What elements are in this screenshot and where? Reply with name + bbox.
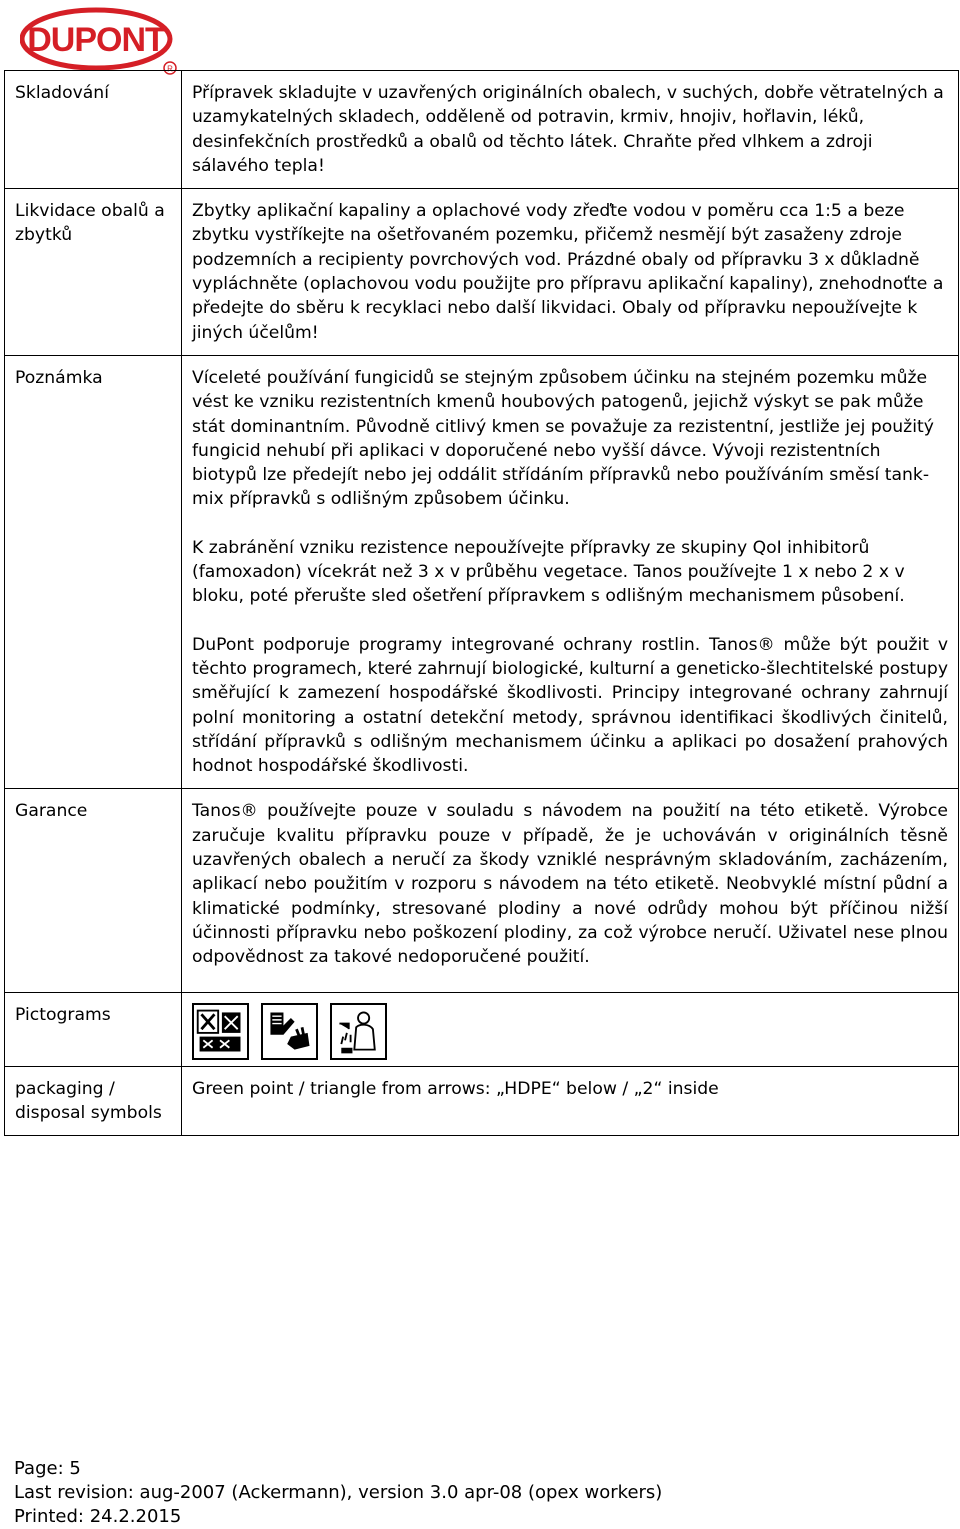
- dupont-logo: [20, 6, 180, 76]
- text-note: [182, 355, 959, 788]
- text-disposal: Zbytky aplikační kapaliny a oplachové vody zřeďte vodou v poměru cca 1:5 a beze zbytku vystříkejte na ošetřovaném pozemku, přičemž nesmějí být zasaženy zdroje podzemních a recipienty povrchových vod. Prázdné obaly od přípravku 3 x důkladně vypláchněte (oplachovou vodu použijte pro přípravu aplikační kapaliny), znehodnoťte a předejte do sběru k recyklaci nebo další likvidaci. Obaly od přípravku nepoužívejte k jiných účelům!: [182, 189, 959, 356]
- note-paragraph-1: Víceleté používání fungicidů se stejným způsobem účinku na stejném pozemku může vést ke vzniku rezistentních kmenů houbových patogenů, jejichž výskyt se pak může stát dominantním. Původně citlivý kmen se považuje za rezistentní, jestliže jej použitý fungicid nehubí při aplikaci v doporučené nebo vyšší dávce. Vývoji rezistentních biotypů lze předejít nebo jej oddálit střídáním přípravků nebo používáním směsí tank-mix přípravků s odlišným způsobem účinku.: [192, 367, 934, 510]
- note-paragraph-2: K zabránění vzniku rezistence nepoužívejte přípravky ze skupiny QoI inhibitorů (famoxadon) vícekrát než 3 x v průběhu vegetace. Tanos používejte 1 x nebo 2 x v bloku, poté přerušte sled ošetření přípravkem s odlišným mechanismem působení.: [192, 537, 905, 607]
- row-pictograms: [5, 992, 959, 1066]
- label-disposal: Likvidace obalů a zbytků: [5, 189, 182, 356]
- label-note: Poznámka: [5, 355, 182, 788]
- footer-page: Page: 5: [14, 1458, 81, 1479]
- text-warranty: Tanos® používejte pouze v souladu s návodem na použití na této etiketě. Výrobce zaručuje kvalitu přípravku pouze v případě, že je uchováván v originálních těsně uzavřených obalech a neručí za škody vzniklé nesprávným skladováním, zacházením, aplikací nebo použitím v rozporu s návodem na této etiketě. Neobvyklé místní půdní a klimatické podmínky, stresované plodiny a nové odrůdy mohou být příčinou nižší účinnosti přípravku nebo poškození plodiny, za což výrobce neručí. Uživatel nese plnou odpovědnost za takové nedoporučené použití.: [182, 789, 959, 992]
- label-storage: Skladování: [5, 71, 182, 189]
- text-packaging: Green point / triangle from arrows: „HDPE“ below / „2“ inside: [182, 1066, 959, 1136]
- label-warranty: Garance: [5, 789, 182, 992]
- row-warranty: [5, 789, 959, 992]
- pictograms-cell: [182, 992, 959, 1066]
- label-packaging: packaging / disposal symbols: [5, 1066, 182, 1136]
- label-table: [4, 70, 959, 1136]
- protective-clothing-icon: [192, 1003, 249, 1060]
- text-storage: Přípravek skladujte v uzavřených originálních obalech, v suchých, dobře větratelných a uzamykatelných skladech, odděleně od potravin, krmiv, hnojiv, hořlavin, léků, desinfekčních prostředků a obalů od těchto látek. Chraňte před vlhkem a zdroji sálavého tepla!: [182, 71, 959, 189]
- row-storage: [5, 71, 959, 189]
- row-packaging: [5, 1066, 959, 1136]
- svg-text:DUPONT: DUPONT: [27, 21, 165, 59]
- label-pictograms: Pictograms: [5, 992, 182, 1066]
- note-paragraph-3: DuPont podporuje programy integrované ochrany rostlin. Tanos® může být použit v těchto programech, které zahrnují biologické, kulturní a geneticko-šlechtitelské postupy směřující k zamezení hospodářské škodlivosti. Principy integrované ochrany zahrnují polní monitoring a ostatní detekční metody, správnou identifikaci škodlivých činitelů, střídání přípravků s odlišným mechanismem účinku a aplikaci po dosažení prahových hodnot hospodářské škodlivosti.: [192, 634, 948, 777]
- wash-after-use-icon: [330, 1003, 387, 1060]
- footer-printed: Printed: 24.2.2015: [14, 1506, 182, 1527]
- svg-text:R: R: [167, 64, 173, 74]
- row-disposal: [5, 189, 959, 356]
- footer-revision: Last revision: aug-2007 (Ackermann), version 3.0 apr-08 (opex workers): [14, 1482, 663, 1503]
- page-footer: [14, 1457, 662, 1529]
- gloves-icon: [261, 1003, 318, 1060]
- row-note: [5, 355, 959, 788]
